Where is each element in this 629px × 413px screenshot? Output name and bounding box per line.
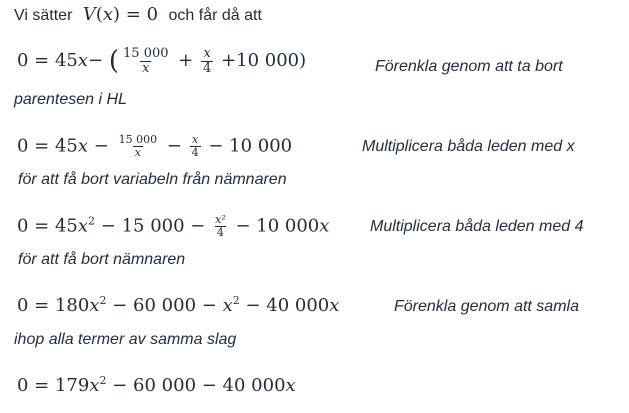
- eq4-lhs: 0 = 180: [17, 295, 90, 316]
- eq1-open-paren: (: [108, 46, 120, 76]
- intro-after-text: och får då att: [168, 7, 262, 24]
- eq2-frac-a-den: x: [134, 146, 141, 159]
- eq4-tail: − 40 000: [245, 295, 330, 316]
- eq1-fraction-a: [121, 47, 171, 76]
- step-4-note-line-1: Förenkla genom att samla: [394, 298, 579, 315]
- eq3-mid: − 15 000 −: [100, 215, 206, 237]
- eq1-fraction-b: [201, 47, 213, 76]
- eq2-fraction-b: [190, 134, 201, 159]
- equation-5: $0 = 179x^2 - 60$ 000 − 40 000x: [17, 374, 296, 396]
- intro-expression: V(x) = 0: [82, 4, 159, 25]
- eq1-frac-a-den: x: [142, 60, 150, 76]
- step-2-note-line-2: för att få bort variabeln från nämnaren: [18, 171, 287, 188]
- equation-4: $0 = 180x^2 - 60$ $000 - x^2 - 40$ 000x: [17, 294, 340, 316]
- eq4-mid: − 60 000 −: [112, 295, 217, 316]
- equation-2: 0 = 45x − $\frac{15 000}{x}$ − $\frac{x}{4}$ − 10 000: [17, 133, 293, 159]
- eq2-fraction-a: [117, 134, 160, 159]
- eq3-fraction: [213, 214, 228, 239]
- eq2-tail: − 10 000: [208, 135, 293, 157]
- intro-text: Vi sätter: [14, 7, 73, 24]
- eq1-lhs: 0 = 45: [17, 50, 78, 71]
- eq1-frac-b-den: 4: [203, 60, 212, 76]
- step-4-note-line-2: ihop alla termer av samma slag: [14, 331, 237, 348]
- step-1-note-line-1: Förenkla genom att ta bort: [375, 58, 563, 75]
- eq5-mid: − 60 000 − 40 000: [112, 375, 286, 396]
- eq2-lhs: 0 = 45: [17, 135, 78, 157]
- eq1-tail: +10 000): [221, 50, 307, 71]
- equation-1: 0 = 45x− ( $\frac{15 000}{x}$ + $\frac{x}{4}$ +10 000): [17, 45, 307, 76]
- eq1-frac-b-num: x: [203, 45, 211, 61]
- eq1-frac-a-num: 15 000: [123, 45, 169, 61]
- eq3-tail: − 10 000: [235, 215, 320, 237]
- eq2-frac-a-num: 15 000: [118, 133, 158, 146]
- eq2-frac-b-den: 4: [191, 146, 199, 159]
- eq3-lhs: 0 = 45: [17, 215, 78, 237]
- equation-3: $0 = 45x^2 - 15$ 000 − $\frac{\text{x²}}{4}$ − 10 000x: [17, 213, 330, 239]
- step-3-note-line-2: för att få bort nämnaren: [18, 251, 186, 268]
- eq3-frac-num: x²: [215, 213, 226, 226]
- step-1-note-line-2: parentesen i HL: [14, 91, 127, 108]
- step-2-note-line-1: Multiplicera båda leden med x: [362, 138, 575, 155]
- eq3-frac-den: 4: [216, 226, 224, 239]
- step-3-note-line-1: Multiplicera båda leden med 4: [370, 218, 584, 235]
- eq5-lhs: 0 = 179: [17, 375, 90, 396]
- eq2-frac-b-num: x: [192, 133, 199, 146]
- intro-line: [14, 4, 262, 25]
